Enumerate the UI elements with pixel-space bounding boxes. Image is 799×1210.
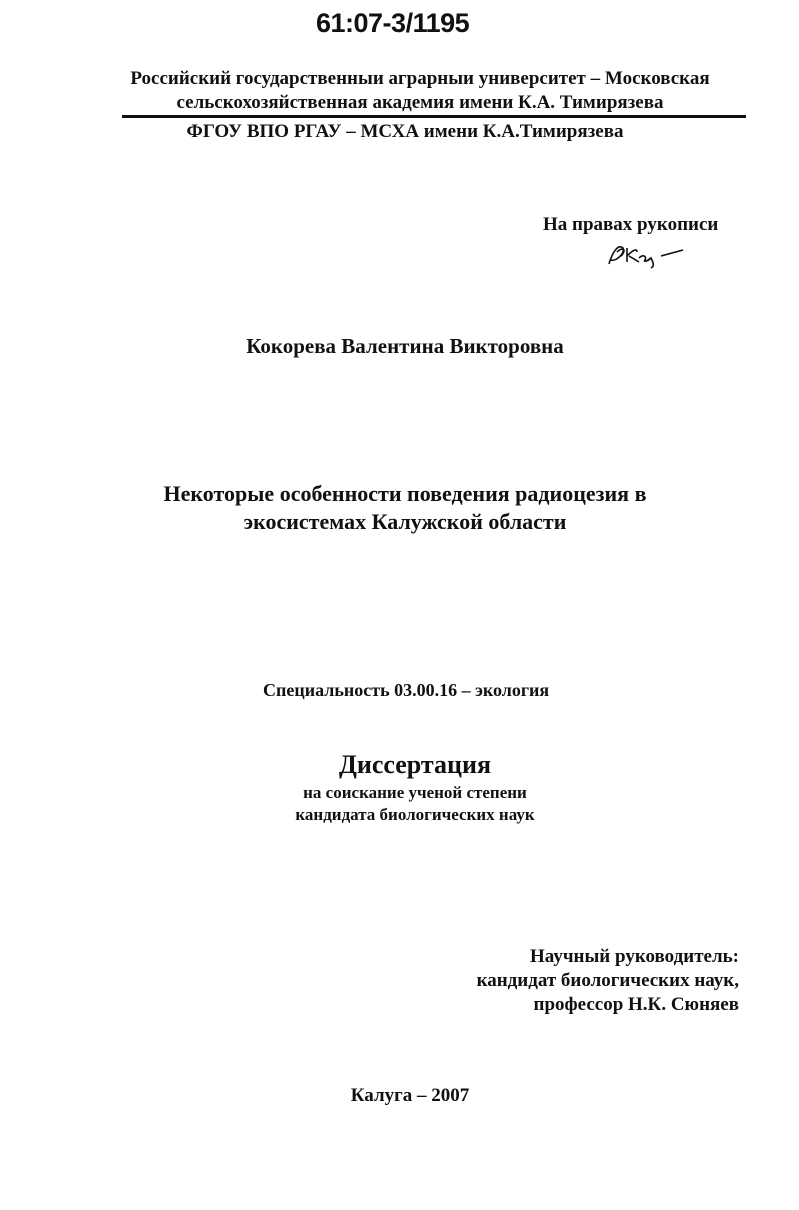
archive-code: 61:07-3/1195 (316, 8, 470, 38)
manuscript-note: На правах рукописи (543, 214, 719, 235)
degree-line-2: кандидата биологических наук (295, 805, 535, 824)
work-type: Диссертация (338, 750, 492, 779)
title-line-2: экосистемах Калужской области (243, 509, 567, 534)
supervisor-name: профессор Н.К. Сюняев (533, 994, 739, 1015)
specialty: Специальность 03.00.16 – экология (263, 680, 550, 700)
signature (605, 240, 695, 270)
institution-line-2: сельскохозяйственная академия имени К.А. Тимирязева (176, 92, 664, 113)
supervisor-degree: кандидат биологических наук, (476, 970, 739, 991)
supervisor-label: Научный руководитель: (530, 946, 739, 967)
header-rule (122, 115, 746, 118)
institution-short-name: ФГОУ ВПО РГАУ – МСХА имени К.А.Тимирязева (186, 121, 624, 142)
title-line-1: Некоторые особенности поведения радиоцезия в (163, 481, 647, 506)
degree-line-1: на соискание ученой степени (303, 783, 527, 802)
institution-line-1: Российский государственныи аграрныи университет – Московская (130, 68, 710, 89)
place-year: Калуга – 2007 (350, 1085, 470, 1106)
author-name: Кокорева Валентина Викторовна (246, 334, 564, 358)
